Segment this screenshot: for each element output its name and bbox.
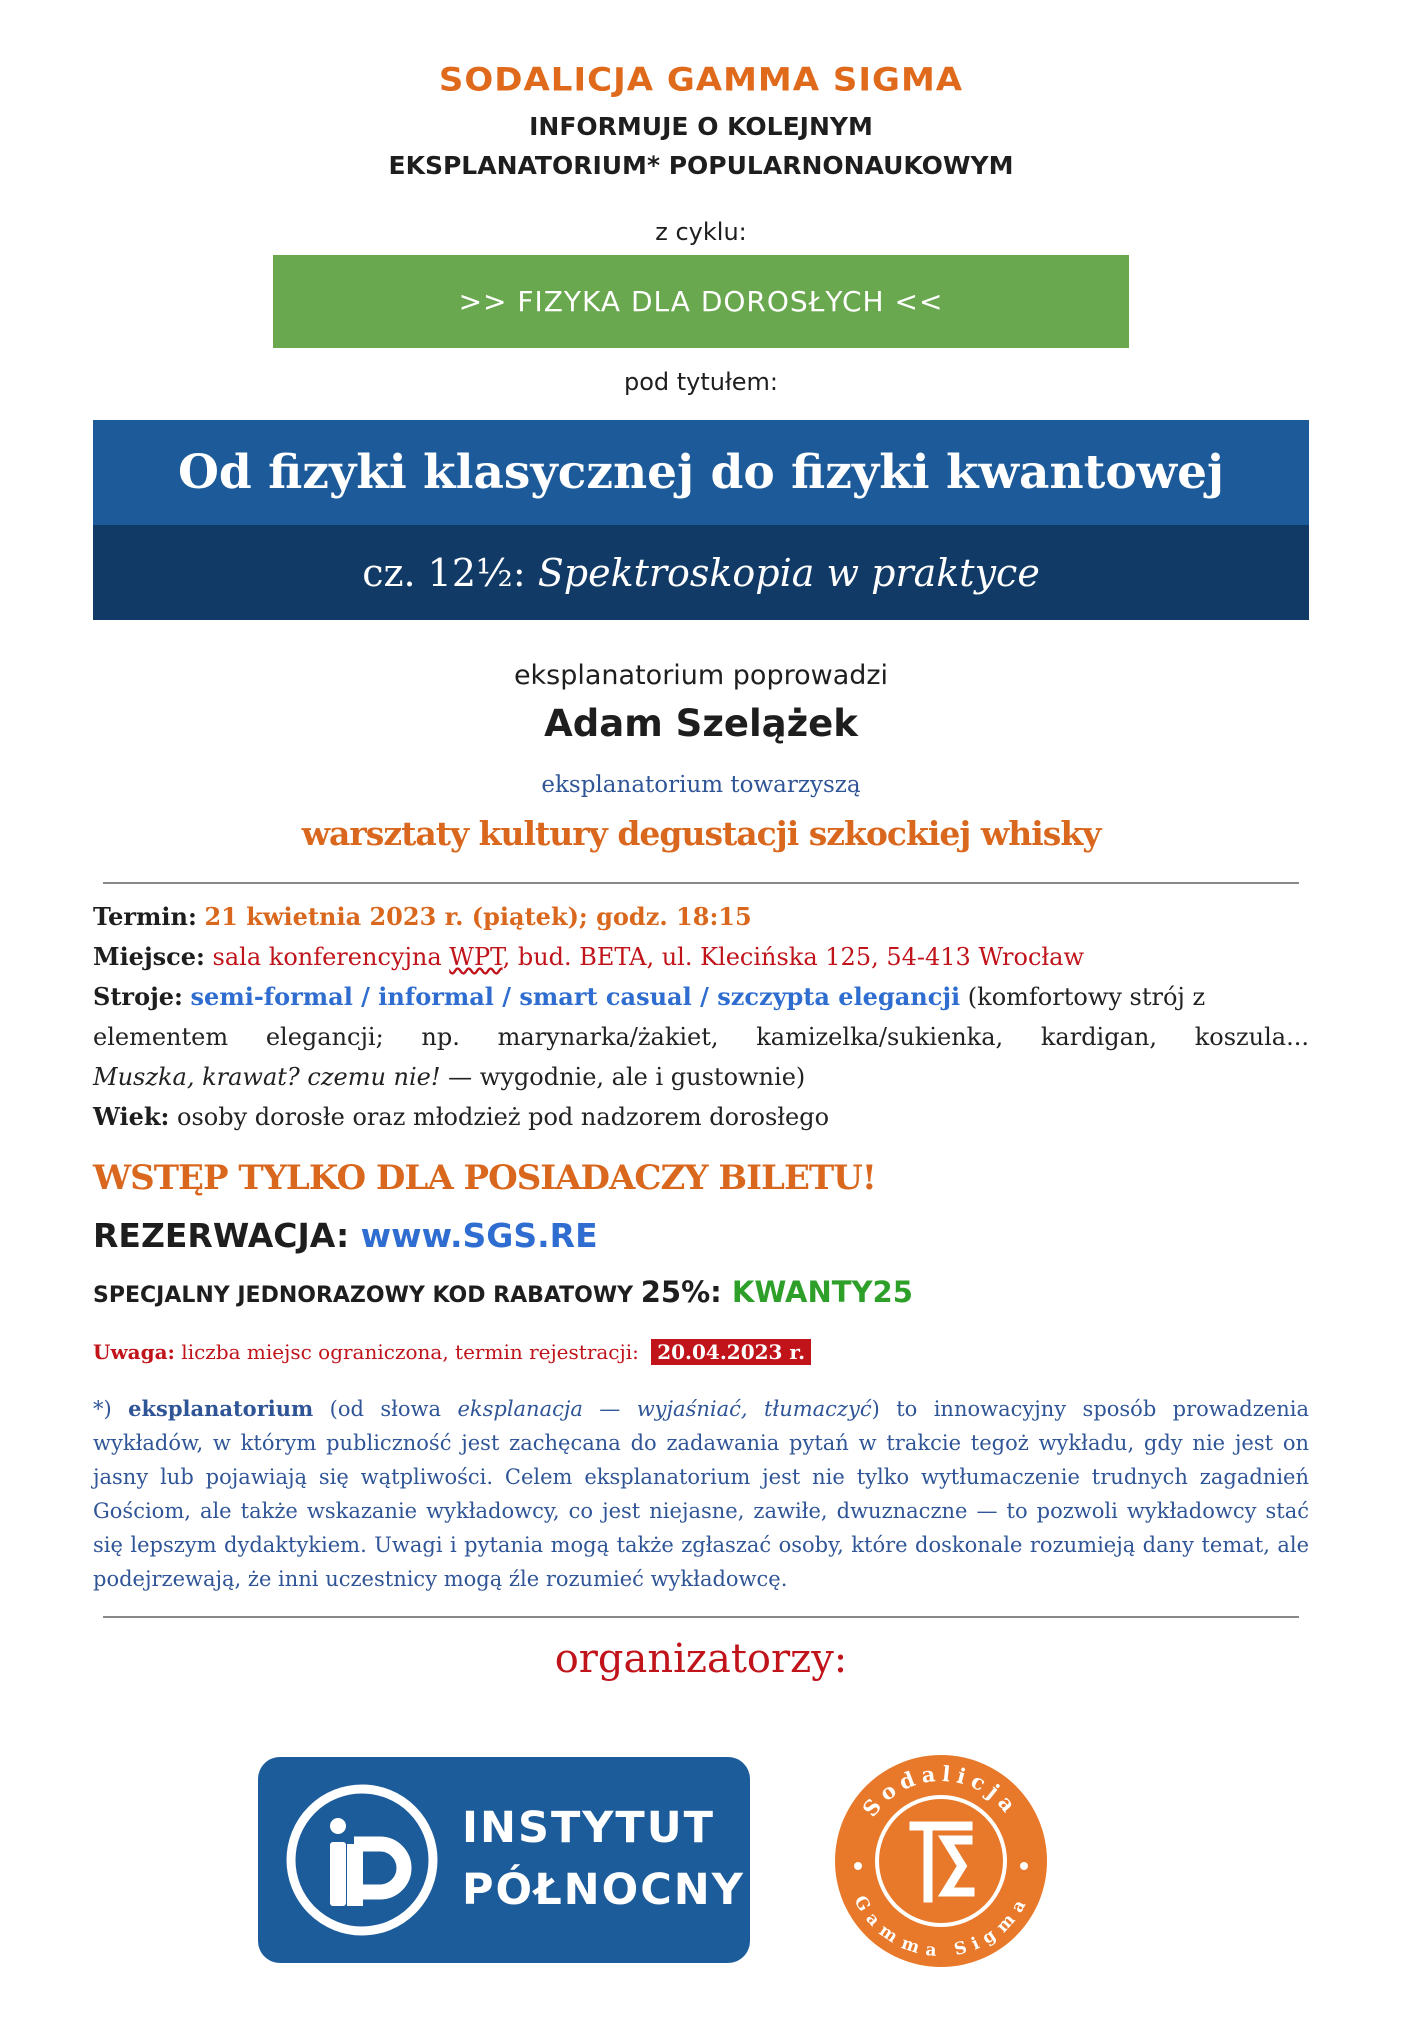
organization-title: SODALICJA GAMMA SIGMA: [438, 61, 964, 99]
dress-desc-row: elementem elegancji; np. marynarka/żakiet, kamizelka/sukienka, kardigan, koszula...: [93, 1023, 1309, 1051]
lecture-title-banner: [93, 420, 1309, 525]
age-row: [93, 1097, 1309, 1137]
entry-notice: WSTĘP TYLKO DLA POSIADACZY BILETU!: [93, 1158, 876, 1198]
lecture-subtitle-banner: [93, 525, 1309, 620]
discount-percent: 25%:: [640, 1275, 732, 1309]
informs-line-1: INFORMUJE O KOLEJNYM: [529, 112, 873, 141]
workshop-title: warsztaty kultury degustacji szkockiej whisky: [301, 814, 1101, 853]
divider-top: [103, 882, 1299, 884]
discount-row: [93, 1275, 913, 1309]
reservation-label: REZERWACJA:: [93, 1216, 361, 1255]
divider-bottom: [103, 1616, 1299, 1618]
date-row: [93, 897, 1309, 937]
reservation-row: [93, 1216, 598, 1255]
dress-label: Stroje:: [93, 982, 183, 1011]
place-row: [93, 937, 1309, 977]
organizers-label: organizatorzy:: [554, 1636, 848, 1682]
cycle-banner: [273, 255, 1129, 348]
lecture-title: Od fizyki klasycznej do fizyki kwantowej: [177, 445, 1225, 500]
accompany-label: eksplanatorium towarzyszą: [541, 772, 861, 798]
title-intro: pod tytułem:: [623, 368, 779, 396]
registration-deadline: 20.04.2023 r.: [651, 1339, 811, 1365]
notice-label: Uwaga:: [93, 1340, 175, 1364]
subtitle-prefix: cz. 12½:: [362, 550, 538, 595]
age-label: Wiek:: [93, 1102, 170, 1131]
place-value-wpt: WPT: [449, 943, 503, 971]
date-value: 21 kwietnia 2023 r. (piątek); godz. 18:15: [204, 902, 752, 931]
place-value-1: sala konferencyjna: [212, 943, 450, 971]
footnote-p1: (od słowa: [313, 1397, 458, 1421]
registration-notice: [93, 1340, 811, 1364]
sodalicja-gamma-sigma-logo[interactable]: [828, 1748, 1054, 1978]
discount-code: KWANTY25: [731, 1275, 913, 1309]
footnote-p2: ) to innowacyjny sposób prowadzenia wykładów, w którym publiczność jest zachęcana do zadawania pytań w trakcie tegoż wykładu, gdy nie jest on jasny lub pojawiają się wątpliwości. Celem eksplanatorium jest nie tylko wytłumaczenie trudnych zagadnień Gościom, ale także wskazanie wykładowcy, co jest niejasne, zawiłe, dwuznaczne — to pozwoli wykładowcy stać się lepszym dydaktykiem. Uwagi i pytania mogą także zgłaszać osoby, które doskonale rozumieją dany temat, ale podejrzewają, że inni uczestnicy mogą źle rozumieć wykładowcę.: [93, 1397, 1309, 1591]
footnote: [93, 1392, 1309, 1596]
dress-desc-row-2: [93, 1057, 1309, 1097]
ip-line-1: INSTYTUT: [462, 1803, 716, 1853]
footnote-mark: *): [93, 1397, 129, 1421]
footnote-term: eksplanatorium: [128, 1396, 314, 1421]
informs-line-2: EKSPLANATORIUM* POPULARNONAUKOWYM: [388, 151, 1014, 180]
cycle-name: >> FIZYKA DLA DOROSŁYCH <<: [458, 285, 944, 318]
cycle-intro: z cyklu:: [655, 218, 747, 246]
dress-value: semi-formal / informal / smart casual / szczypta elegancji: [190, 982, 961, 1011]
subtitle-topic: Spektroskopia w praktyce: [537, 550, 1040, 595]
footnote-etymology: eksplanacja — wyjaśniać, tłumaczyć: [457, 1397, 872, 1421]
event-details: [93, 897, 1309, 1137]
place-label: Miejsce:: [93, 942, 205, 971]
place-value-2: , bud. BETA, ul. Klecińska 125, 54-413 Wrocław: [502, 943, 1085, 971]
instytut-polnocny-logo[interactable]: [258, 1757, 750, 1963]
age-value: osoby dorosłe oraz młodzież pod nadzorem dorosłego: [169, 1103, 830, 1131]
lead-label: eksplanatorium poprowadzi: [513, 660, 889, 691]
reservation-link[interactable]: www.SGS.RE: [360, 1216, 598, 1255]
discount-label: SPECJALNY JEDNORAZOWY KOD RABATOWY: [93, 1283, 641, 1308]
ip-line-2: PÓŁNOCNY: [462, 1865, 745, 1915]
dress-desc-3: — wygodnie, ale i gustownie): [440, 1063, 806, 1091]
dress-desc-italic: Muszka, krawat? czemu nie!: [93, 1063, 441, 1091]
logo-arc-top: Sodalicja: [857, 1760, 1025, 1822]
logo-arc-bottom: Gamma Sigma: [849, 1892, 1033, 1962]
notice-text: liczba miejsc ograniczona, termin rejestracji:: [174, 1340, 646, 1364]
dress-row: [93, 977, 1309, 1017]
lecturer-name: Adam Szelążek: [544, 702, 858, 745]
date-label: Termin:: [93, 902, 197, 931]
dress-desc-1: (komfortowy strój z: [960, 983, 1206, 1011]
ip-symbol-icon: [284, 1782, 440, 1938]
